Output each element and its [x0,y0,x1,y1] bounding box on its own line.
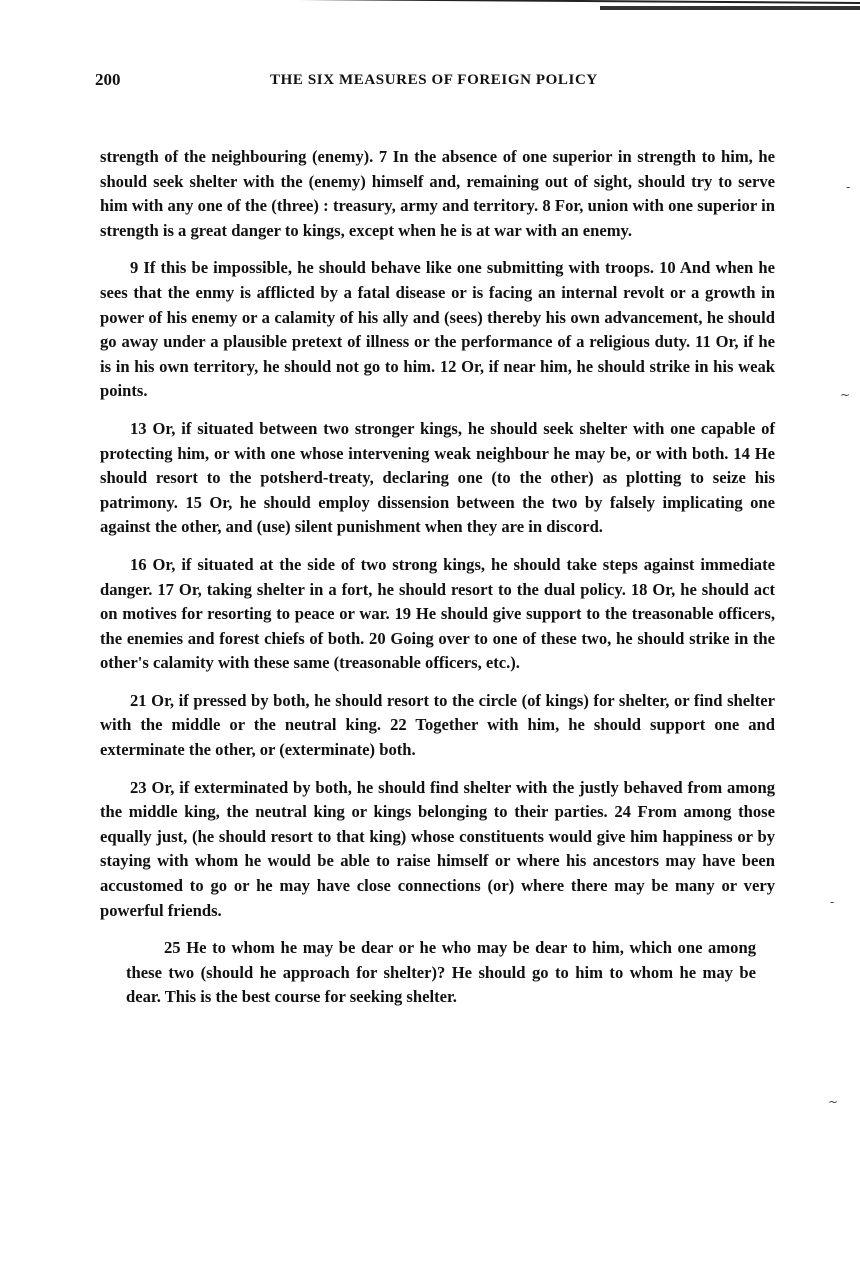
paragraph: 25 He to whom he may be dear or he who may be dear to him, which one among these two (should he approach for shelter)? He should go to him to whom he may be dear. This is the best course for seeking shelter. [126,938,756,1007]
paragraph: 9 If this be impossible, he should behave like one submitting with troops. 10 And when he sees that the enmy is afflicted by a fatal disease or is facing an internal revolt or a growth in power of his enemy or a calamity of his ally and (sees) thereby his own advancement, he should go away under a plausible pretext of illness or the performance of a religious duty. 11 Or, if he is in his own territory, he should not go to him. 12 Or, if near him, he should strike in his weak points. [100,258,775,401]
body-text [100,145,775,1023]
scan-speck: - [846,180,851,194]
paragraph: 16 Or, if situated at the side of two strong kings, he should take steps against immediate danger. 17 Or, taking shelter in a fort, he should resort to the dual policy. 18 Or, he should act on motives for resorting to peace or war. 19 He should give support to the treasonable officers, the enemies and forest chiefs of both. 20 Going over to one of these two, he should strike in the other's calamity with these same (treasonable officers, etc.). [100,554,775,673]
paragraph: strength of the neighbouring (enemy). 7 In the absence of one superior in strength to him, he should seek shelter with the (enemy) himself and, remaining out of sight, should try to serve him with any one of the (three) : treasury, army and territory. 8 For, union with one superior in strength is a great danger to kings, except when he is at war with an enemy. [100,147,775,240]
scan-speck: - [830,895,835,909]
page-header [95,70,655,94]
paragraph: 23 Or, if exterminated by both, he should find shelter with the justly behaved from among the middle king, the neutral king or kings belonging to their parties. 24 From among those equally just, (he should resort to that king) whose constituents would give him happiness or by staying with whom he would be able to raise himself or where his ancestors may have been accustomed to go or he may have close connections (or) where there may be many or very powerful friends. [100,777,775,920]
paragraph: 13 Or, if situated between two stronger kings, he should seek shelter with one capable of protecting him, or with one whose intervening weak neighbour he may be, or with both. 14 He should resort to the potsherd-treaty, declaring one (to the other) as plotting to seize his patrimony. 15 Or, he should employ dissension between the two by falsely implicating one against the other, and (use) silent punishment when they are in discord. [100,418,775,537]
page-number: 200 [95,70,121,89]
scan-edge-mark [600,6,860,10]
running-head: THE SIX MEASURES OF FOREIGN POLICY [270,72,598,88]
scan-speck: ~ [828,1095,839,1109]
paragraph: 21 Or, if pressed by both, he should resort to the circle (of kings) for shelter, or find shelter with the middle or the neutral king. 22 Together with him, he should support one and exterminate the other, or (exterminate) both. [100,690,775,760]
scan-speck: ~ [840,388,851,402]
